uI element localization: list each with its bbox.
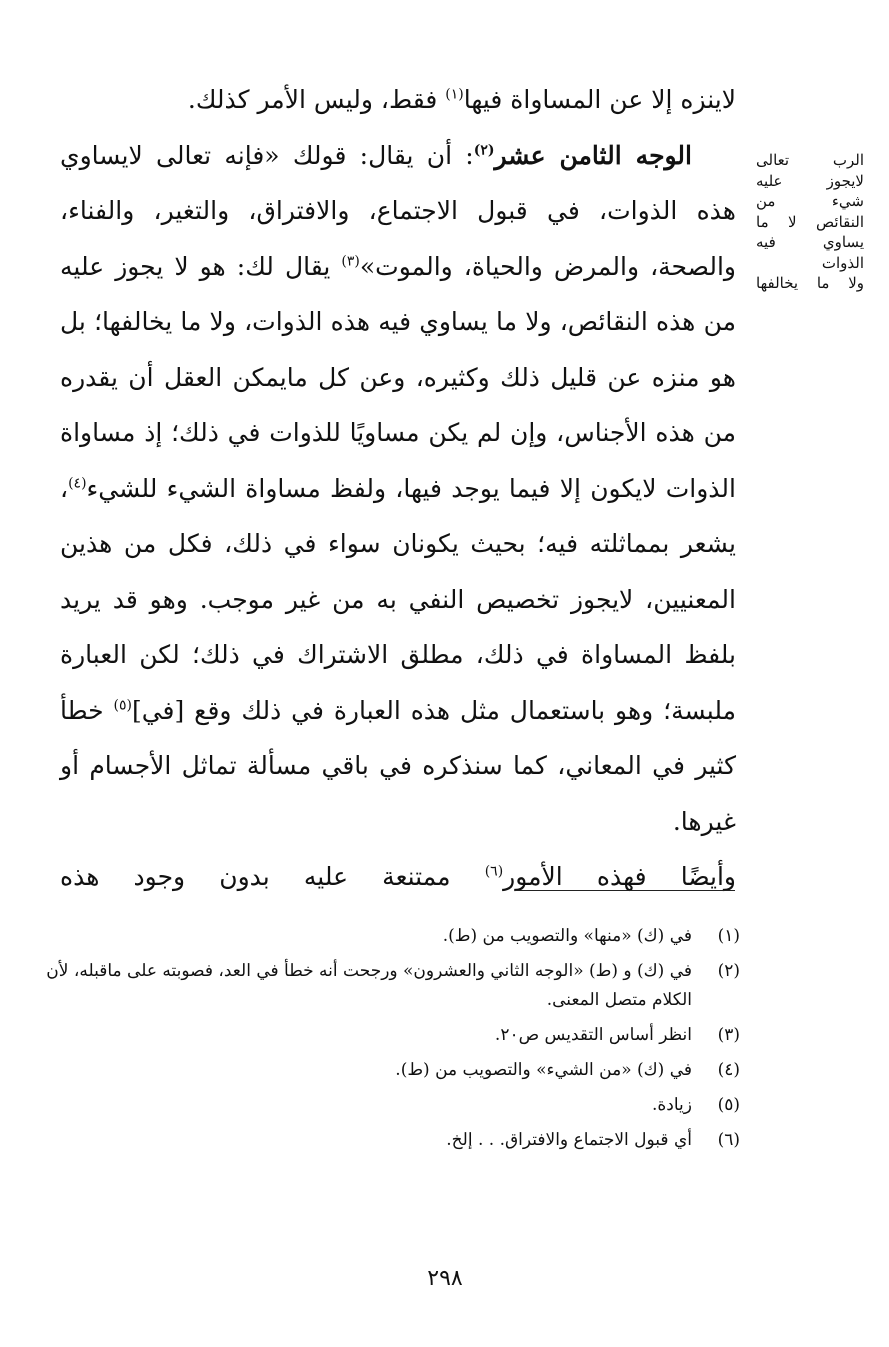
footnote-item — [40, 1091, 740, 1120]
margin-note-line: الذوات — [821, 253, 864, 272]
footnote-item — [40, 957, 740, 1015]
footnote-text: أي قبول الاجتماع والافتراق. . . إلخ. — [446, 1130, 692, 1150]
footnote-ref-6: (٦) — [484, 863, 504, 880]
margin-note-line: النقائص لا ما — [756, 212, 864, 231]
footnote-ref-5: (٥) — [113, 697, 132, 714]
margin-note — [756, 150, 864, 294]
footnote-number: (٥) — [717, 1095, 740, 1115]
section-heading: الوجه الثامن عشر$^{(٢)}$ — [473, 140, 692, 170]
footnote-separator — [515, 890, 735, 891]
footnote-text: زيادة. — [651, 1095, 692, 1115]
paragraph-eighteenth-aspect: الوجه الثامن عشر$^{(٢)}$: أن يقال: قولك «فإنه تعالى لايساوي هذه الذوات، في قبول الاجتماع، والافتراق، والتغير، والفناء، والصحة، والمرض والحياة، والموت»$^{(٣)}$ يقال لك: هو لا يجوز عليه من هذه النقائص، ولا ما يساوي فيه هذه الذوات، ولا ما يخالفها؛ بل هو منزه عن قليل ذلك وكثيره، وعن كل مايمكن العقل أن يقدره من هذه الأجناس، وإن لم يكن مساويًا للذوات في ذلك؛ إذ مساواة الذوات لايكون إلا فيما يوجد فيها، ولفظ مساواة الشيء للشيء$^{(٤)}$، يشعر بمماثلته فيه؛ بحيث يكونان سواء في ذلك، فكل من هذين المعنيين، لايجوز تخصيص النفي به من غير موجب. وهو قد يريد بلفظ المساواة في ذلك، مطلق الاشتراك في ذلك؛ لكن العبارة ملبسة؛ وهو باستعمال مثل هذه العبارة في ذلك وقع [في]$^{(٥)}$ خطأ كثير في المعاني، كما سنذكره في باقي مسألة تماثل الأجسام أو غيرها. — [60, 140, 737, 836]
closing-line: وأيضًا فهذه الأمور$^{(٦)}$ ممتنعة عليه بدون وجود هذه — [60, 862, 736, 891]
margin-note-line: يساوي فيه — [756, 233, 864, 251]
footnote-number: (٣) — [717, 1025, 740, 1045]
footnote-number: (٦) — [717, 1130, 740, 1150]
margin-note-line: لايجوز عليه — [756, 171, 864, 190]
opening-line: لاينزه إلا عن المساواة فيها$^{(١)}$ فقط، وليس الأمر كذلك. — [187, 85, 736, 114]
page-number: ٢٩٨ — [427, 1266, 463, 1291]
footnote-ref-1: (١) — [445, 86, 464, 103]
footnote-text: في (ك) «من الشيء» والتصويب من (ط). — [395, 1060, 692, 1080]
margin-note-line: شيء من — [756, 192, 864, 210]
footnotes — [40, 922, 740, 1161]
footnote-ref-3: (٣) — [341, 253, 360, 270]
footnote-text: في (ك) و (ط) «الوجه الثاني والعشرون» ورجحت أنه خطأ في العد، فصوبته على ماقبله، لأن الكلام متصل المعنى. — [46, 961, 692, 1010]
margin-note-line: الرب تعالى — [756, 151, 864, 169]
footnote-text: في (ك) «منها» والتصويب من (ط). — [442, 926, 692, 946]
main-text — [60, 72, 736, 905]
footnote-item — [40, 1126, 740, 1155]
footnote-number: (٤) — [717, 1060, 740, 1080]
footnote-ref-4: (٤) — [68, 475, 87, 492]
footnote-number: (١) — [717, 926, 740, 946]
footnote-item — [40, 1056, 740, 1085]
footnote-item — [40, 922, 740, 951]
footnote-ref-2: (٢) — [473, 142, 495, 159]
margin-note-line: ولا ما يخالفها — [756, 274, 864, 292]
footnote-number: (٢) — [717, 961, 740, 981]
footnote-item — [40, 1021, 740, 1050]
footnote-text: انظر أساس التقديس ص٢٠. — [494, 1025, 692, 1045]
